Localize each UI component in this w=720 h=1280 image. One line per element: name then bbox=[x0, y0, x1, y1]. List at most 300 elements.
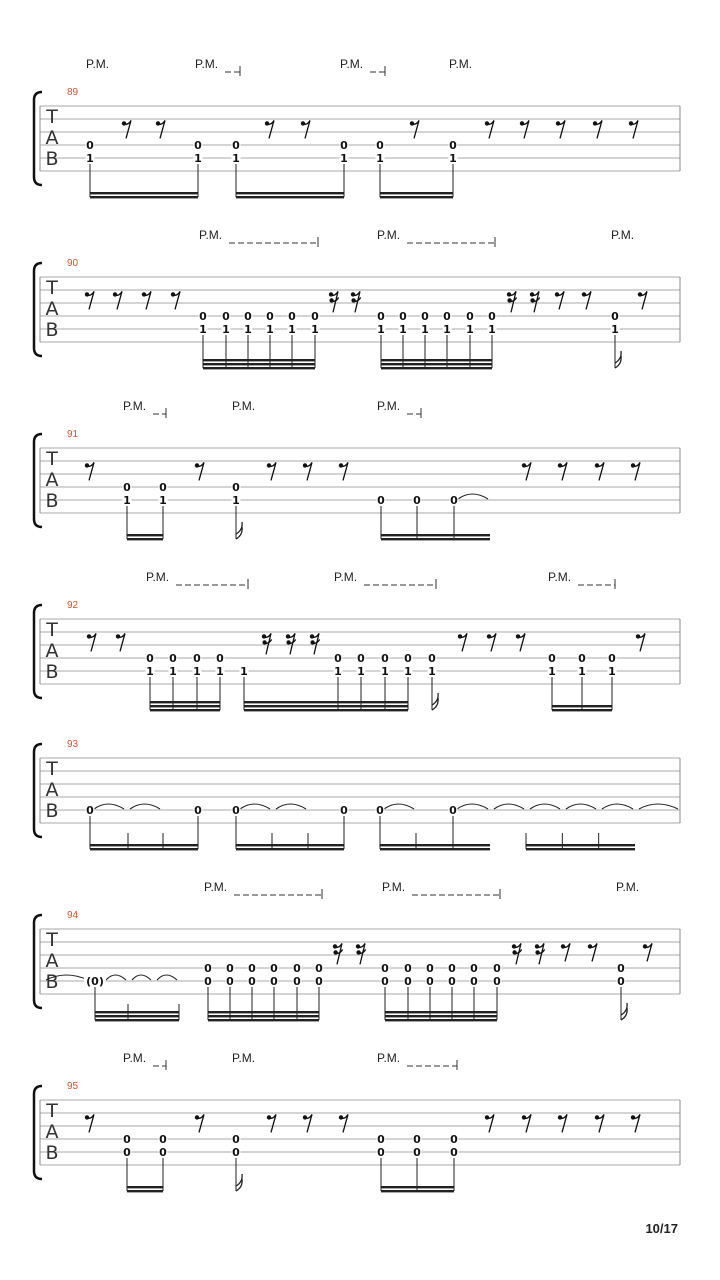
page-number: 10/17 bbox=[645, 1221, 678, 1236]
tab-clef bbox=[45, 277, 58, 341]
note bbox=[611, 310, 620, 368]
tie bbox=[106, 975, 126, 980]
note bbox=[232, 804, 241, 849]
beam bbox=[380, 192, 453, 194]
fret-number: 0 bbox=[193, 652, 201, 665]
fret-number: 0 bbox=[611, 310, 619, 323]
fret-number: 1 bbox=[428, 665, 436, 678]
tie bbox=[130, 804, 160, 809]
fret-number: 0 bbox=[194, 804, 202, 817]
fret-number: 0 bbox=[470, 975, 478, 988]
palm-mute-label: P.M. bbox=[204, 880, 228, 894]
beam bbox=[127, 538, 163, 540]
palm-mute-label: P.M. bbox=[611, 228, 635, 242]
beam bbox=[236, 196, 344, 198]
fret-number: 0 bbox=[340, 804, 348, 817]
rest bbox=[171, 291, 180, 309]
rest bbox=[556, 120, 565, 138]
rest bbox=[595, 1114, 604, 1132]
fret-number: 0 bbox=[381, 962, 389, 975]
rest bbox=[122, 120, 131, 138]
fret-number: 1 bbox=[266, 323, 274, 336]
tie bbox=[384, 804, 414, 809]
note bbox=[608, 652, 617, 710]
beam bbox=[203, 367, 315, 369]
rest bbox=[522, 462, 531, 480]
fret-number: 0 bbox=[413, 494, 421, 507]
tab-clef-letter: A bbox=[45, 298, 59, 320]
rest bbox=[555, 291, 564, 309]
tab-system-92 bbox=[34, 570, 680, 711]
fret-number: 0 bbox=[288, 310, 296, 323]
tab-system-94 bbox=[34, 880, 680, 1021]
rest bbox=[339, 462, 348, 480]
fret-number: 0 bbox=[159, 481, 167, 494]
fret-number: 0 bbox=[123, 1146, 131, 1159]
fret-number: 0 bbox=[617, 975, 625, 988]
rest bbox=[588, 943, 597, 961]
beam bbox=[381, 1186, 454, 1188]
note bbox=[376, 804, 385, 849]
note bbox=[617, 962, 626, 1020]
tab-clef-letter: B bbox=[45, 1142, 59, 1164]
fret-number: 0 bbox=[608, 652, 616, 665]
fret-number: 0 bbox=[428, 652, 436, 665]
beam bbox=[380, 196, 453, 198]
fret-number: 0 bbox=[426, 962, 434, 975]
palm-mute-label: P.M. bbox=[146, 570, 170, 584]
fret-number: 0 bbox=[232, 804, 240, 817]
beam bbox=[381, 534, 490, 536]
fret-number: 0 bbox=[315, 975, 323, 988]
note bbox=[376, 139, 385, 197]
fret-number: 0 bbox=[493, 975, 501, 988]
rest bbox=[262, 633, 272, 654]
fret-number: 1 bbox=[381, 665, 389, 678]
tab-clef bbox=[45, 758, 58, 822]
rest bbox=[530, 291, 540, 312]
fret-number: 1 bbox=[334, 665, 342, 678]
note bbox=[86, 139, 95, 197]
fret-number: 0 bbox=[617, 962, 625, 975]
fret-number: 0 bbox=[226, 975, 234, 988]
beam bbox=[381, 363, 492, 365]
beam bbox=[127, 1190, 163, 1192]
fret-number: 1 bbox=[169, 665, 177, 678]
note bbox=[578, 652, 587, 710]
tab-clef bbox=[45, 929, 58, 993]
fret-number: 0 bbox=[413, 1146, 421, 1159]
rest bbox=[116, 633, 125, 651]
fret-number: 0 bbox=[244, 310, 252, 323]
fret-number: 0 bbox=[293, 975, 301, 988]
fret-number: 0 bbox=[86, 804, 94, 817]
beam bbox=[381, 1190, 454, 1192]
fret-number: 0 bbox=[204, 962, 212, 975]
fret-number: 0 bbox=[232, 481, 240, 494]
rest bbox=[156, 120, 165, 138]
fret-number: 0 bbox=[399, 310, 407, 323]
fret-number: 0 bbox=[376, 139, 384, 152]
rest bbox=[267, 1114, 276, 1132]
rest bbox=[142, 291, 151, 309]
fret-number: 1 bbox=[194, 152, 202, 165]
fret-number: 1 bbox=[288, 323, 296, 336]
beam bbox=[385, 1019, 497, 1021]
fret-number: 1 bbox=[340, 152, 348, 165]
fret-number: 1 bbox=[311, 323, 319, 336]
rest bbox=[458, 633, 467, 651]
fret-number: 1 bbox=[244, 323, 252, 336]
beam bbox=[244, 709, 408, 711]
rest bbox=[85, 462, 94, 480]
fret-number: 1 bbox=[232, 152, 240, 165]
tie bbox=[132, 975, 151, 980]
palm-mute-label: P.M. bbox=[334, 570, 358, 584]
rest bbox=[487, 633, 496, 651]
rest bbox=[595, 462, 604, 480]
rest bbox=[310, 633, 320, 654]
tab-clef-letter: B bbox=[45, 800, 59, 822]
rest bbox=[485, 120, 494, 138]
rest bbox=[512, 943, 522, 964]
rest bbox=[638, 291, 647, 309]
tab-clef-letter: A bbox=[45, 1121, 59, 1143]
fret-number: 1 bbox=[357, 665, 365, 678]
tab-clef-letter: B bbox=[45, 148, 59, 170]
fret-number: 0 bbox=[381, 652, 389, 665]
fret-number: 1 bbox=[399, 323, 407, 336]
fret-number: 0 bbox=[232, 1146, 240, 1159]
rest bbox=[558, 462, 567, 480]
fret-number: 0 bbox=[311, 310, 319, 323]
beam bbox=[552, 705, 612, 707]
rest bbox=[631, 462, 640, 480]
fret-number: 0 bbox=[413, 1133, 421, 1146]
rest bbox=[87, 633, 96, 651]
tab-clef bbox=[45, 448, 58, 512]
palm-mute-label: P.M. bbox=[548, 570, 572, 584]
palm-mute-label: P.M. bbox=[382, 880, 406, 894]
fret-number: 1 bbox=[449, 152, 457, 165]
beam bbox=[381, 538, 490, 540]
rest bbox=[558, 1114, 567, 1132]
fret-number: 1 bbox=[199, 323, 207, 336]
tab-clef-letter: A bbox=[45, 640, 59, 662]
tab-clef-letter: T bbox=[46, 106, 58, 128]
note bbox=[450, 494, 459, 539]
tie bbox=[457, 804, 488, 809]
fret-number: 1 bbox=[466, 323, 474, 336]
beam bbox=[208, 1015, 319, 1017]
fret-number: 0 bbox=[493, 962, 501, 975]
rest bbox=[356, 943, 366, 964]
fret-number: 0 bbox=[450, 1146, 458, 1159]
tie bbox=[602, 804, 633, 809]
measure-number: 94 bbox=[67, 910, 79, 921]
fret-number: 0 bbox=[194, 139, 202, 152]
tie bbox=[240, 804, 270, 809]
tab-clef bbox=[45, 1100, 58, 1164]
beam bbox=[150, 709, 220, 711]
tie bbox=[639, 804, 678, 809]
note bbox=[413, 1133, 422, 1191]
rest bbox=[582, 291, 591, 309]
beam bbox=[95, 1011, 179, 1013]
fret-number: 0 bbox=[226, 962, 234, 975]
rest bbox=[286, 633, 296, 654]
beam bbox=[90, 844, 198, 846]
fret-number: 0 bbox=[334, 652, 342, 665]
fret-number: 0 bbox=[159, 1146, 167, 1159]
note bbox=[377, 1133, 386, 1191]
fret-number: 1 bbox=[222, 323, 230, 336]
tab-clef-letter: B bbox=[45, 319, 59, 341]
rest bbox=[351, 291, 361, 312]
fret-number: 0 bbox=[448, 962, 456, 975]
beam bbox=[380, 848, 490, 850]
beam bbox=[203, 359, 315, 361]
fret-number: 0 bbox=[377, 494, 385, 507]
tie bbox=[157, 975, 177, 980]
tab-clef-letter: T bbox=[46, 448, 58, 470]
fret-number: 0 bbox=[248, 962, 256, 975]
fret-number: 0 bbox=[232, 139, 240, 152]
tab-clef-letter: A bbox=[45, 950, 59, 972]
beam bbox=[90, 848, 198, 850]
fret-number: (0) bbox=[86, 975, 104, 988]
note bbox=[428, 652, 437, 710]
fret-number: 0 bbox=[169, 652, 177, 665]
fret-number: 1 bbox=[421, 323, 429, 336]
note bbox=[232, 139, 241, 197]
fret-number: 0 bbox=[449, 139, 457, 152]
fret-number: 1 bbox=[611, 323, 619, 336]
beam bbox=[203, 363, 315, 365]
beam bbox=[90, 192, 198, 194]
fret-number: 1 bbox=[123, 494, 131, 507]
fret-number: 1 bbox=[146, 665, 154, 678]
fret-number: 0 bbox=[146, 652, 154, 665]
fret-number: 0 bbox=[578, 652, 586, 665]
rest bbox=[85, 1114, 94, 1132]
rest bbox=[410, 120, 419, 138]
tab-system-90 bbox=[34, 228, 680, 369]
fret-number: 0 bbox=[426, 975, 434, 988]
tab-clef-letter: A bbox=[45, 779, 59, 801]
fret-number: 0 bbox=[216, 652, 224, 665]
fret-number: 1 bbox=[159, 494, 167, 507]
beam bbox=[95, 1019, 179, 1021]
beam bbox=[150, 701, 220, 703]
tie bbox=[494, 804, 524, 809]
fret-number: 0 bbox=[488, 310, 496, 323]
rest bbox=[303, 462, 312, 480]
fret-number: 0 bbox=[293, 962, 301, 975]
palm-mute-label: P.M. bbox=[340, 57, 364, 71]
rest bbox=[267, 462, 276, 480]
beam bbox=[526, 848, 635, 850]
fret-number: 0 bbox=[86, 139, 94, 152]
palm-mute-label: P.M. bbox=[377, 1051, 401, 1065]
fret-number: 1 bbox=[548, 665, 556, 678]
fret-number: 0 bbox=[376, 804, 384, 817]
fret-number: 1 bbox=[376, 152, 384, 165]
rest bbox=[113, 291, 122, 309]
fret-number: 0 bbox=[232, 1133, 240, 1146]
fret-number: 0 bbox=[470, 962, 478, 975]
fret-number: 0 bbox=[222, 310, 230, 323]
tie bbox=[530, 804, 560, 809]
beam bbox=[244, 705, 408, 707]
tab-clef bbox=[45, 106, 58, 170]
beam bbox=[381, 367, 492, 369]
tab-system-89 bbox=[34, 57, 680, 198]
palm-mute-label: P.M. bbox=[123, 1051, 147, 1065]
note bbox=[159, 481, 168, 539]
fret-number: 1 bbox=[377, 323, 385, 336]
palm-mute-label: P.M. bbox=[232, 1051, 256, 1065]
rest bbox=[629, 120, 638, 138]
fret-number: 1 bbox=[86, 152, 94, 165]
beam bbox=[244, 701, 408, 703]
fret-number: 0 bbox=[377, 310, 385, 323]
beam bbox=[127, 1186, 163, 1188]
note bbox=[232, 481, 241, 539]
beam bbox=[208, 1011, 319, 1013]
rest bbox=[329, 291, 339, 312]
fret-number: 0 bbox=[270, 962, 278, 975]
rest bbox=[485, 1114, 494, 1132]
tab-system-91 bbox=[34, 399, 680, 540]
palm-mute-label: P.M. bbox=[195, 57, 219, 71]
fret-number: 0 bbox=[466, 310, 474, 323]
measure-number: 89 bbox=[67, 87, 79, 98]
rest bbox=[507, 291, 517, 312]
fret-number: 0 bbox=[266, 310, 274, 323]
rest bbox=[593, 120, 602, 138]
tab-clef-letter: T bbox=[46, 758, 58, 780]
tab-clef-letter: B bbox=[45, 661, 59, 683]
rest bbox=[522, 1114, 531, 1132]
rest bbox=[301, 120, 310, 138]
tie bbox=[566, 804, 596, 809]
tab-clef-letter: T bbox=[46, 1100, 58, 1122]
fret-number: 0 bbox=[340, 139, 348, 152]
measure-number: 91 bbox=[67, 429, 79, 440]
note bbox=[194, 139, 203, 197]
palm-mute-label: P.M. bbox=[232, 399, 256, 413]
fret-number: 0 bbox=[548, 652, 556, 665]
fret-number: 1 bbox=[404, 665, 412, 678]
beam bbox=[90, 196, 198, 198]
rest bbox=[636, 633, 645, 651]
rest bbox=[516, 633, 525, 651]
note bbox=[449, 139, 458, 197]
beam bbox=[552, 709, 612, 711]
note bbox=[86, 804, 95, 849]
beam bbox=[127, 534, 163, 536]
fret-number: 0 bbox=[199, 310, 207, 323]
tab-clef-letter: B bbox=[45, 971, 59, 993]
rest bbox=[303, 1114, 312, 1132]
rest bbox=[195, 1114, 204, 1132]
fret-number: 0 bbox=[377, 1133, 385, 1146]
tie bbox=[458, 494, 488, 499]
beam bbox=[236, 192, 344, 194]
rest bbox=[520, 120, 529, 138]
fret-number: 0 bbox=[450, 494, 458, 507]
measure-number: 95 bbox=[67, 1081, 79, 1092]
tab-clef-letter: B bbox=[45, 490, 59, 512]
fret-number: 1 bbox=[578, 665, 586, 678]
tie bbox=[94, 804, 124, 809]
measure-number: 92 bbox=[67, 600, 79, 611]
palm-mute-label: P.M. bbox=[377, 399, 401, 413]
tab-clef bbox=[45, 619, 58, 683]
rest bbox=[643, 943, 652, 961]
fret-number: 0 bbox=[123, 481, 131, 494]
note bbox=[413, 494, 422, 539]
palm-mute-label: P.M. bbox=[377, 228, 401, 242]
beam bbox=[95, 1015, 179, 1017]
rest bbox=[333, 943, 343, 964]
beam bbox=[208, 1019, 319, 1021]
fret-number: 0 bbox=[404, 652, 412, 665]
tab-clef-letter: A bbox=[45, 127, 59, 149]
fret-number: 0 bbox=[404, 962, 412, 975]
beam bbox=[236, 844, 344, 846]
palm-mute-label: P.M. bbox=[86, 57, 110, 71]
beam bbox=[236, 848, 344, 850]
beam bbox=[385, 1015, 497, 1017]
fret-number: 1 bbox=[193, 665, 201, 678]
fret-number: 0 bbox=[159, 1133, 167, 1146]
palm-mute-label: P.M. bbox=[616, 880, 640, 894]
tab-clef-letter: A bbox=[45, 469, 59, 491]
rest bbox=[339, 1114, 348, 1132]
note bbox=[232, 1133, 241, 1191]
beam bbox=[385, 1011, 497, 1013]
beam bbox=[526, 844, 635, 846]
fret-number: 0 bbox=[449, 804, 457, 817]
tab-system-95 bbox=[34, 1051, 680, 1192]
rest bbox=[631, 1114, 640, 1132]
rest bbox=[535, 943, 545, 964]
fret-number: 0 bbox=[315, 962, 323, 975]
fret-number: 1 bbox=[240, 665, 248, 678]
fret-number: 1 bbox=[443, 323, 451, 336]
fret-number: 0 bbox=[270, 975, 278, 988]
fret-number: 0 bbox=[357, 652, 365, 665]
beam bbox=[381, 359, 492, 361]
note bbox=[340, 139, 349, 197]
fret-number: 0 bbox=[204, 975, 212, 988]
fret-number: 0 bbox=[404, 975, 412, 988]
fret-number: 0 bbox=[377, 1146, 385, 1159]
palm-mute-label: P.M. bbox=[449, 57, 473, 71]
rest bbox=[265, 120, 274, 138]
tab-clef-letter: T bbox=[46, 929, 58, 951]
fret-number: 1 bbox=[488, 323, 496, 336]
fret-number: 1 bbox=[608, 665, 616, 678]
rest bbox=[195, 462, 204, 480]
tab-system-93 bbox=[34, 739, 680, 850]
fret-number: 0 bbox=[450, 1133, 458, 1146]
note bbox=[159, 1133, 168, 1191]
fret-number: 0 bbox=[381, 975, 389, 988]
beam bbox=[150, 705, 220, 707]
